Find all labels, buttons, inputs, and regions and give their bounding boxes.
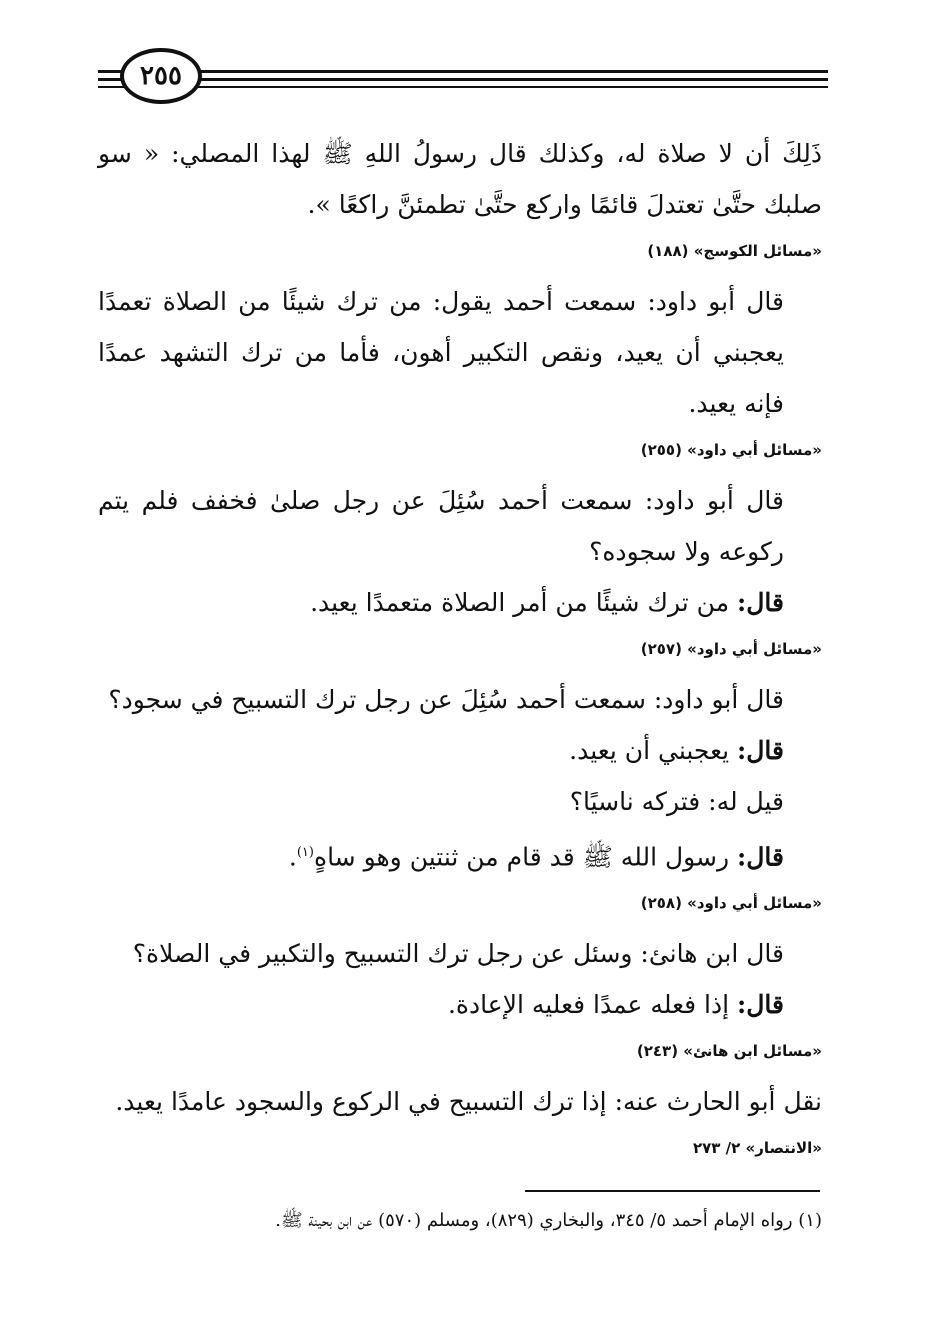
- header-rule: [98, 86, 828, 88]
- header-rule: [98, 78, 828, 81]
- paragraph: قال ابن هانئ: وسئل عن رجل ترك التسبيح والتكبير في الصلاة؟: [132, 939, 784, 969]
- header-rule: [98, 70, 828, 73]
- lead-word: قال:: [737, 842, 784, 872]
- paragraph: ذَلِكَ أن لا صلاة له، وكذلك قال رسولُ اللهِ ﷺ لهذا المصلي: « سو صلبك حتَّىٰ تعتدلَ قائمًا واركع حتَّىٰ تطمئنَّ راكعًا ».: [98, 139, 822, 219]
- paragraph-text: .: [288, 842, 297, 872]
- paragraph: قال أبو داود: سمعت أحمد سُئِلَ عن رجل ترك التسبيح في سجود؟: [108, 685, 784, 714]
- paragraph: [98, 577, 822, 628]
- paragraph-text: من ترك شيئًا من أمر الصلاة متعمدًا يعيد.: [310, 588, 738, 617]
- paragraph-text: يعجبني أن يعيد.: [569, 736, 738, 765]
- lead-word: قال:: [737, 736, 784, 765]
- source-citation: «الانتصار» ٢/ ٢٧٣: [692, 1139, 822, 1158]
- source-citation: «مسائل ابن هانئ» (٢٤٣): [636, 1042, 822, 1061]
- paragraph: [98, 979, 822, 1030]
- lead-word: قال:: [737, 588, 784, 617]
- paragraph: نقل أبو الحارث عنه: إذا ترك التسبيح في الركوع والسجود عامدًا يعيد.: [115, 1087, 822, 1117]
- paragraph: قال أبو داود: سمعت أحمد سُئِلَ عن رجل صلىٰ فخفف فلم يتم ركوعه ولا سجوده؟: [98, 486, 784, 566]
- source-citation: «مسائل الكوسج» (١٨٨): [647, 242, 822, 260]
- paragraph-text: رسول الله ﷺ قد قام من ثنتين وهو ساهٍ: [313, 842, 738, 872]
- page-header: [98, 48, 828, 108]
- paragraph: قال أبو داود: سمعت أحمد يقول: من ترك شيئًا من الصلاة تعمدًا يعجبني أن يعيد، ونقص التكبير أهون، فأما من ترك التشهد عمدًا فإنه يعيد.: [98, 287, 784, 418]
- page-number: ٢٥٥: [120, 48, 202, 104]
- page-body: [98, 128, 822, 1161]
- paragraph-text: إذا فعله عمدًا فعليه الإعادة.: [447, 990, 738, 1020]
- paragraph: [98, 725, 822, 776]
- source-citation: «مسائل أبي داود» (٢٥٥): [640, 441, 822, 459]
- source-citation: «مسائل أبي داود» (٢٥٨): [640, 894, 822, 913]
- paragraph: قيل له: فتركه ناسيًا؟: [569, 787, 784, 816]
- footnote: (١) رواه الإمام أحمد ٥/ ٣٤٥، والبخاري (٨٢٩)، ومسلم (٥٧٠) عن ابن بحينة ﷺ.: [275, 1210, 822, 1231]
- source-citation: «مسائل أبي داود» (٢٥٧): [640, 640, 822, 658]
- paragraph: [98, 827, 822, 882]
- lead-word: قال:: [737, 990, 784, 1020]
- footnote-ref[interactable]: (١): [296, 845, 314, 860]
- footnote-divider: [525, 1190, 820, 1192]
